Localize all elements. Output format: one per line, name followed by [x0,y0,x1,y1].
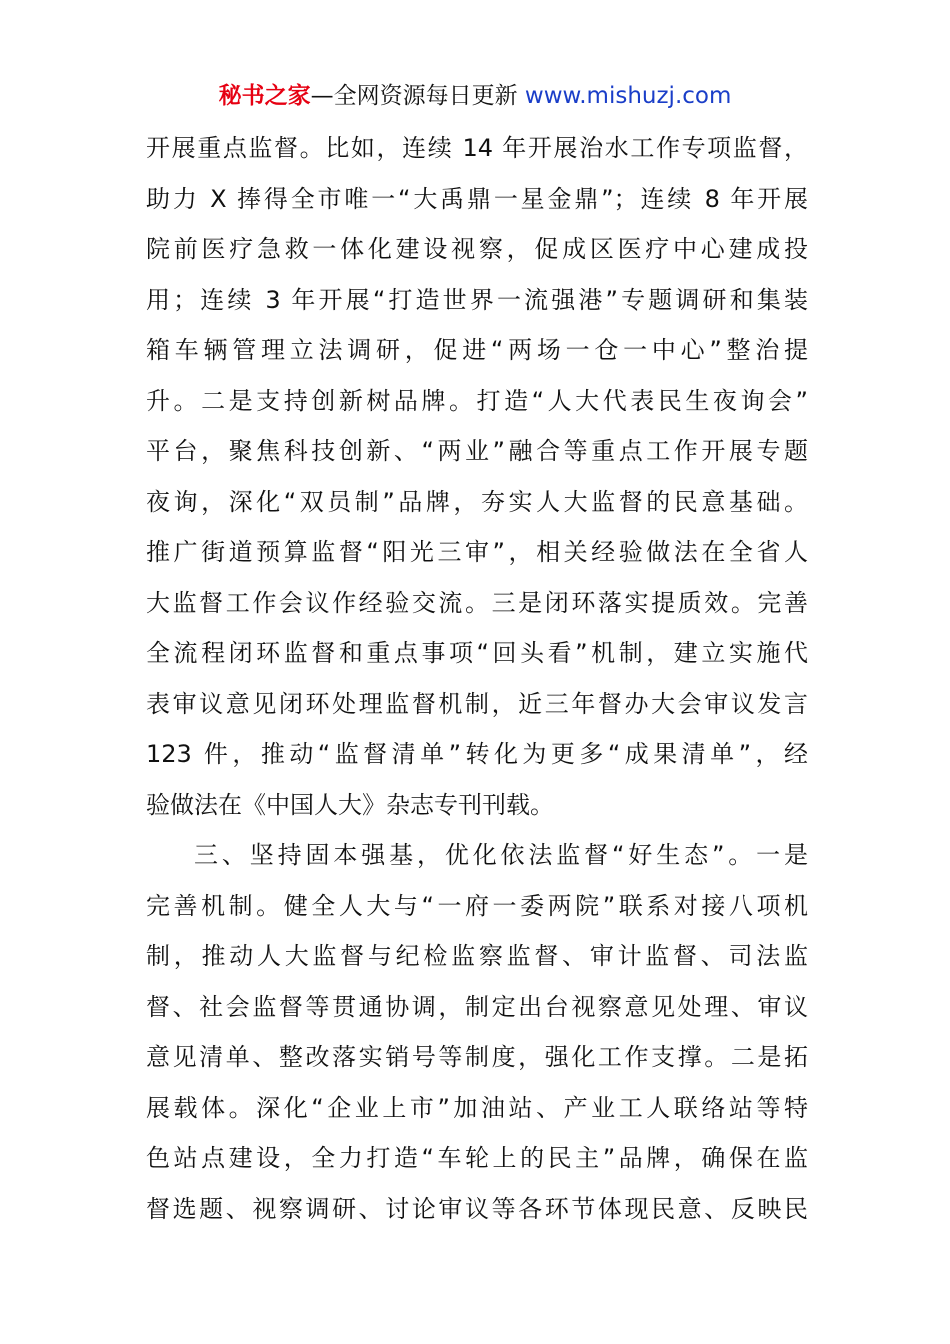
text-line: 推广街道预算监督“阳光三审”，相关经验做法在全省人 [146,538,808,566]
text-line: 升。二是支持创新树品牌。打造“人大代表民生夜询会” [146,386,808,415]
section-heading-line: 三、坚持固本强基，优化依法监督“好生态”。一是 [194,841,808,869]
text-line: 展载体。深化“企业上市”加油站、产业工人联络站等特 [146,1093,808,1122]
text-line: 箱车辆管理立法调研，促进“两场一仓一中心”整治提 [146,336,808,364]
document-body [146,123,808,1234]
text-line: 开展重点监督。比如，连续 14 年开展治水工作专项监督， [146,134,808,162]
site-header [0,80,950,112]
text-line: 表审议意见闭环处理监督机制，近三年督办大会审议发言 [146,689,808,718]
text-line: 用；连续 3 年开展“打造世界一流强港”专题调研和集装 [146,285,808,314]
text-line: 督、社会监督等贯通协调，制定出台视察意见处理、审议 [146,992,808,1021]
text-line: 大监督工作会议作经验交流。三是闭环落实提质效。完善 [146,588,808,617]
text-line: 全流程闭环监督和重点事项“回头看”机制，建立实施代 [146,639,808,667]
text-line: 夜询，深化“双员制”品牌，夯实人大监督的民意基础。 [146,487,808,516]
text-line: 色站点建设，全力打造“车轮上的民主”品牌，确保在监 [146,1144,808,1172]
text-line: 验做法在《中国人大》杂志专刊刊载。 [146,790,554,819]
site-tagline: —全网资源每日更新 [310,83,518,109]
text-line: 完善机制。健全人大与“一府一委两院”联系对接八项机 [146,891,808,920]
text-line: 123 件，推动“监督清单”转化为更多“成果清单”，经 [146,740,808,768]
text-line: 意见清单、整改落实销号等制度，强化工作支撑。二是拓 [146,1043,808,1071]
site-url[interactable]: www.mishuzj.com [524,83,732,109]
text-line: 制，推动人大监督与纪检监察监督、审计监督、司法监 [146,942,808,970]
text-line: 院前医疗急救一体化建设视察，促成区医疗中心建成投 [146,235,808,263]
text-line: 助力 X 捧得全市唯一“大禹鼎一星金鼎”；连续 8 年开展 [146,184,808,213]
text-line: 督选题、视察调研、讨论审议等各环节体现民意、反映民 [146,1194,808,1223]
text-line: 平台，聚焦科技创新、“两业”融合等重点工作开展专题 [146,437,808,465]
site-brand: 秘书之家 [218,83,311,109]
